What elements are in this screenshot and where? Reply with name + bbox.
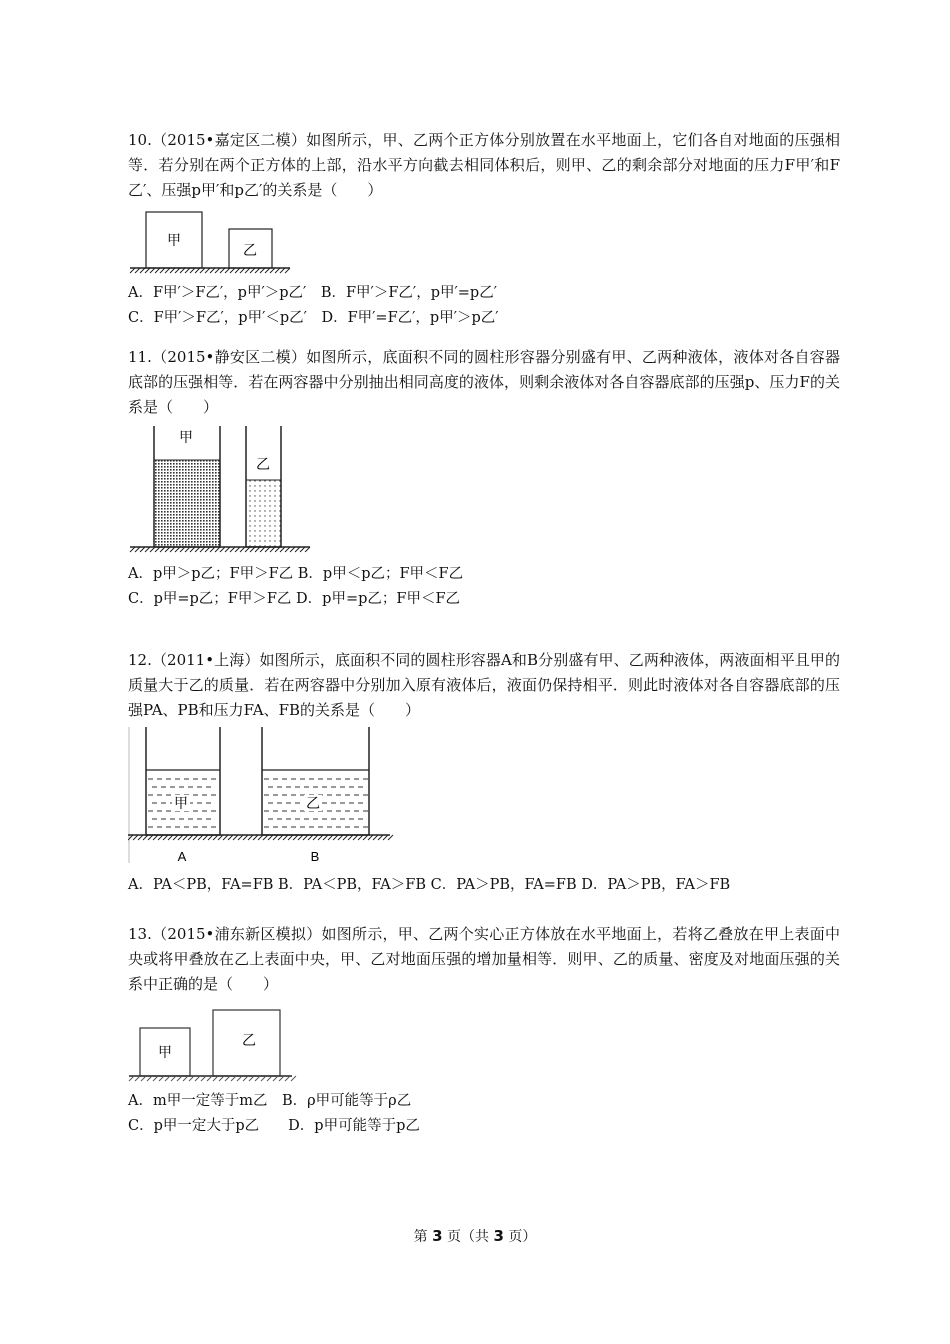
- page-number: 3: [432, 1227, 443, 1245]
- options: [128, 873, 840, 898]
- option-a[interactable]: A．p甲＞p乙；F甲＞F乙: [128, 566, 294, 582]
- label-jia: 甲: [179, 430, 193, 446]
- ground-hatch: [129, 1076, 296, 1081]
- label-yi: 乙: [256, 457, 270, 473]
- question-10: [128, 128, 840, 331]
- option-d[interactable]: D．p甲可能等于p乙: [288, 1118, 420, 1134]
- ground-hatch: [130, 268, 290, 273]
- question-stem: 11.（2015•静安区二模）如图所示，底面积不同的圆柱形容器分别盛有甲、乙两种液体，液体对各自容器底部的压强相等．若在两容器中分别抽出相同高度的液体，则剩余液体对各自容器底部的压强p、压力F的关系是（ ）: [128, 348, 840, 416]
- option-a[interactable]: A．PA＜PB，FA=FB: [128, 877, 274, 893]
- question-stem: 10.（2015•嘉定区二模）如图所示，甲、乙两个正方体分别放置在水平地面上，它们各自对地面的压强相等．若分别在两个正方体的上部，沿水平方向截去相同体积后，则甲、乙的剩余部分对地面的压力F甲′和F乙′、压强p甲′和p乙′的关系是（ ）: [128, 131, 840, 199]
- label-a: A: [177, 849, 187, 864]
- liquid-yi: [246, 480, 281, 547]
- option-d[interactable]: D．F甲′=F乙′，p甲′＞p乙′: [321, 310, 499, 326]
- option-d[interactable]: D．PA＞PB，FA＞FB: [581, 877, 731, 893]
- figure-containers-a-b: [128, 727, 396, 867]
- label-yi: 乙: [306, 796, 320, 812]
- label-yi: 乙: [242, 1033, 256, 1049]
- label-jia: 甲: [158, 1045, 172, 1061]
- question-11: [128, 345, 840, 612]
- options: [128, 1089, 840, 1139]
- option-a[interactable]: A．F甲′＞F乙′，p甲′＞p乙′: [128, 285, 307, 301]
- option-b[interactable]: B．F甲′＞F乙′，p甲′=p乙′: [320, 285, 497, 301]
- label-yi: 乙: [243, 243, 257, 259]
- page-footer: 第 3 页（共 3 页）: [413, 1227, 537, 1245]
- option-d[interactable]: D．p甲=p乙；F甲＜F乙: [296, 591, 461, 607]
- options: [128, 281, 840, 331]
- page-total: 3: [493, 1227, 504, 1245]
- option-c[interactable]: C．p甲=p乙；F甲＞F乙: [128, 591, 292, 607]
- options: [128, 562, 840, 612]
- question-stem: 12.（2011•上海）如图所示，底面积不同的圆柱形容器A和B分别盛有甲、乙两种液体，两液面相平且甲的质量大于乙的质量．若在两容器中分别加入原有液体后，液面仍保持相平．则此时液体对各自容器底部的压强PA、PB和压力FA、FB的关系是（ ）: [128, 651, 840, 719]
- option-c[interactable]: C．F甲′＞F乙′，p甲′＜p乙′: [128, 310, 307, 326]
- question-13: [128, 922, 840, 1139]
- label-jia: 甲: [167, 233, 181, 249]
- question-12: [128, 648, 840, 898]
- option-b[interactable]: B．p甲＜p乙；F甲＜F乙: [297, 566, 464, 582]
- question-stem: 13.（2015•浦东新区模拟）如图所示，甲、乙两个实心正方体放在水平地面上，若将乙叠放在甲上表面中央或将甲叠放在乙上表面中央，甲、乙对地面压强的增加量相等．则甲、乙的质量、密度及对地面压强的关系中正确的是（ ）: [128, 925, 840, 993]
- label-jia: 甲: [174, 796, 188, 812]
- liquid-jia: [154, 460, 220, 547]
- option-b[interactable]: B．PA＜PB，FA＞FB: [278, 877, 426, 893]
- option-a[interactable]: A．m甲一定等于m乙: [128, 1093, 268, 1109]
- figure-two-cubes: [128, 207, 298, 275]
- option-b[interactable]: B．ρ甲可能等于ρ乙: [281, 1093, 412, 1109]
- option-c[interactable]: C．p甲一定大于p乙: [128, 1118, 260, 1134]
- figure-two-cubes: [128, 1001, 298, 1083]
- option-c[interactable]: C．PA＞PB，FA=FB: [430, 877, 577, 893]
- figure-two-containers: [128, 424, 318, 556]
- label-b: B: [310, 849, 320, 864]
